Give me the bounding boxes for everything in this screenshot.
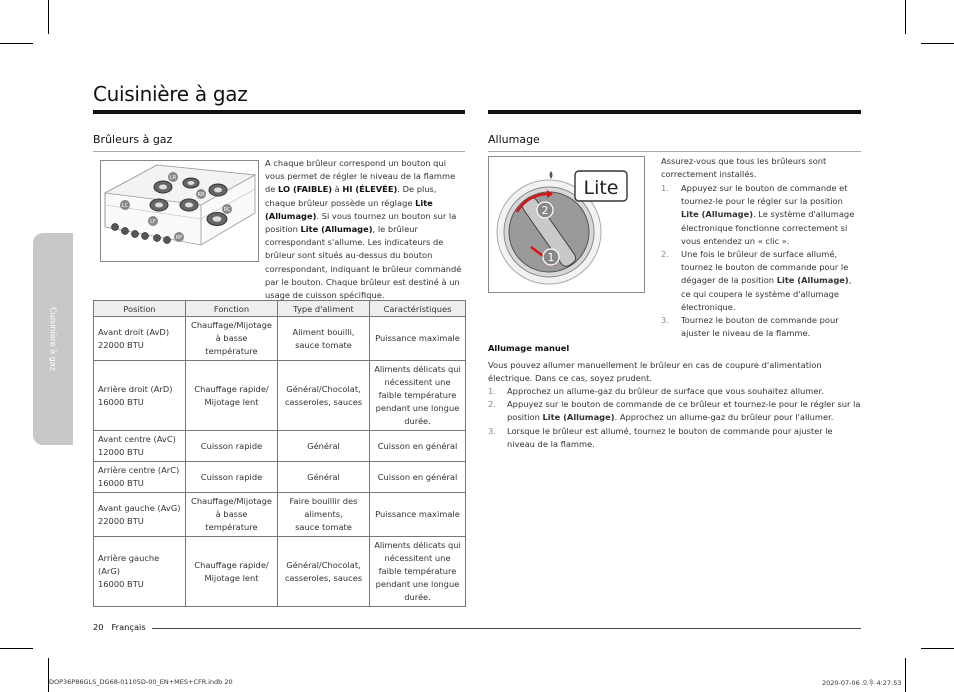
control-knob [121,227,128,234]
crop-mark [48,0,49,34]
table-header-position: Position [94,301,186,317]
bold-term: HI (ÉLEVÉE) [342,184,398,195]
title-rule-right [488,110,861,114]
table-row [94,361,466,431]
control-knob [163,236,170,243]
control-knob [141,232,148,239]
ignition-intro: Assurez-vous que tous les brûleurs sont correctement installés. [661,156,827,180]
svg-text:LF: LF [150,218,156,225]
step-item: 1. Approchez un allume-gaz du brûleur de surface que vous souhaitez allumer. [488,385,861,398]
bold-term: Lite (Allumage) [542,412,615,423]
burner-label-lr [168,172,178,182]
title-rule-left [93,110,465,114]
step-number: 2. [488,399,496,410]
table-cell-fonction: Cuisson rapide [186,431,278,462]
ignition-heading: Allumage [488,133,540,146]
page-title: Cuisinière à gaz [93,82,248,106]
burner-icon [150,199,168,211]
manual-intro: Vous pouvez allumer manuellement le brûleur en cas de coupure d'alimentation électrique. Dans ce cas, soyez prudent. [488,360,822,384]
step-item: 3. Tournez le bouton de commande pour ajuster le niveau de la flamme. [661,315,839,339]
burner-label-rc [222,204,232,214]
svg-text:RR: RR [197,191,205,198]
svg-text:RC: RC [223,206,231,213]
bold-term: Lite (Allumage) [681,209,754,220]
ignition-steps [661,182,861,340]
cooktop-figure [100,160,259,262]
table-cell-caract: Puissance maximale [370,317,466,361]
table-row [94,493,466,537]
table-cell-position: Arrière centre (ArC) 16000 BTU [94,462,186,493]
flame-icon [550,171,553,179]
burners-description: A chaque brûleur correspond un bouton qui vous permet de régler le niveau de la flamme de LO (FAIBLE) à HI (ÉLEVÉE). De plus, chaque brûleur possède un réglage Lite (Allumage). Si vous tournez un bouton sur la position Lite (Allumage), le brûleur correspondant s'allume. Les indicateurs de brûleur sont situés au-dessus du bouton correspondant, indiquant le brûleur commandé par le bouton. Chaque brûleur est destiné à un usage de cuisson spécifique. [265,158,462,301]
svg-text:RF: RF [175,234,183,241]
burner-icon [180,199,198,211]
table-cell-position: Arrière gauche (ArG) 16000 BTU [94,537,186,607]
table-cell-caract: Puissance maximale [370,493,466,537]
burner-icon [209,184,227,196]
bold-term: Lite (Allumage) [265,197,433,221]
knob-figure [488,156,645,293]
table-cell-type: Faire bouillir des aliments, sauce tomate [278,493,370,537]
step-item: 2. Appuyez sur le bouton de commande de ce brûleur et tournez-le pour le régler sur la position Lite (Allumage). Approchez un allume-gaz du brûleur pour l'allumer. [488,399,861,423]
burner-icon [207,213,227,226]
burners-heading-rule [93,151,465,152]
table-cell-position: Arrière droit (ArD) 16000 BTU [94,361,186,431]
table-cell-position: Avant gauche (AvG) 22000 BTU [94,493,186,537]
step-2-badge [537,202,553,218]
burner-label-rr [196,189,206,199]
table-row [94,537,466,607]
table-header-type: Type d'aliment [278,301,370,317]
step-1-badge [543,249,559,265]
table-cell-fonction: Chauffage/Mijotage à basse température [186,317,278,361]
print-file-info: DOP36P86GLS_DG68-01105D-00_EN+MES+CFR.indb 20 [49,678,233,686]
control-knob [153,234,160,241]
table-cell-caract: Aliments délicats qui nécessitent une faible température pendant une longue durée. [370,361,466,431]
crop-mark [905,658,906,692]
table-cell-caract: Cuisson en général [370,431,466,462]
table-cell-fonction: Cuisson rapide [186,462,278,493]
step-number: 1. [488,386,496,396]
crop-mark [48,658,49,692]
table-header-fonction: Fonction [186,301,278,317]
control-knob [131,230,138,237]
table-row [94,431,466,462]
table-cell-type: Aliment bouilli, sauce tomate [278,317,370,361]
svg-text:LC: LC [121,202,129,209]
footer-page [93,622,146,632]
table-cell-type: Général/Chocolat, casseroles, sauces [278,537,370,607]
step-item: 2. Une fois le brûleur de surface allumé, tournez le bouton de commande pour le dégager de la position Lite (Allumage), ce qui coupera le système d'allumage électronique. [661,249,852,312]
crop-mark [0,648,33,649]
table-header-row [94,301,466,317]
step-item: 3. Lorsque le brûleur est allumé, tournez le bouton de commande pour ajuster le niveau de la flamme. [488,425,833,449]
crop-mark [921,648,954,649]
table-cell-caract: Aliments délicats qui nécessitent une faible température pendant une longue durée. [370,537,466,607]
step-number: 2. [661,249,669,260]
print-date-info: 2020-07-06 오후 4:27:53 [822,679,902,687]
burner-icon [154,181,172,193]
table-cell-fonction: Chauffage rapide/ Mijotage lent [186,361,278,431]
side-tab-label: Cuisinière à gaz [48,307,58,371]
svg-text:Lite: Lite [583,177,619,199]
svg-text:1: 1 [547,251,555,264]
table-cell-caract: Cuisson en général [370,462,466,493]
step-number: 3. [661,315,669,326]
step-number: 3. [488,425,496,436]
cooktop-illustration [101,161,258,261]
step-number: 1. [661,183,669,193]
ignition-heading-rule [488,151,861,152]
side-tab [33,233,73,445]
control-knob [111,223,118,230]
burner-label-lf [148,216,158,226]
page-number: 20 [93,622,104,632]
burners-heading: Brûleurs à gaz [93,133,173,146]
table-cell-fonction: Chauffage rapide/ Mijotage lent [186,537,278,607]
step-item: 1. Appuyez sur le bouton de commande et tournez-le pour le régler sur la position Lite (Allumage). Le système d'allumage électronique fonctionne correctement si vous entendez un « clic ». [661,183,855,246]
table-row [94,317,466,361]
table-cell-position: Avant centre (AvC) 12000 BTU [94,431,186,462]
table-cell-type: Général/Chocolat, casseroles, sauces [278,361,370,431]
crop-mark [905,0,906,34]
burner-label-lc [120,200,130,210]
svg-text:2: 2 [541,204,549,217]
table-cell-fonction: Chauffage/Mijotage à basse température [186,493,278,537]
table-row [94,462,466,493]
burner-label-rf [174,232,184,242]
manual-heading: Allumage manuel [488,343,570,353]
page-language: Français [111,622,146,632]
lite-label-callout [575,171,627,201]
table-cell-position: Avant droit (AvD) 22000 BTU [94,317,186,361]
table-header-caracteristiques: Caractéristiques [370,301,466,317]
bold-term: Lite (Allumage) [300,224,373,235]
crop-mark [0,43,33,44]
bold-term: LO (FAIBLE) [278,184,333,195]
knob-illustration [489,157,644,292]
svg-text:LR: LR [169,174,177,181]
table-cell-type: Général [278,462,370,493]
crop-mark [921,43,954,44]
burner-icon [183,178,199,188]
bold-term: Lite (Allumage) [776,275,849,286]
footer-rule [152,628,861,629]
burner-table [93,300,466,607]
manual-steps [488,385,861,451]
table-cell-type: Général [278,431,370,462]
